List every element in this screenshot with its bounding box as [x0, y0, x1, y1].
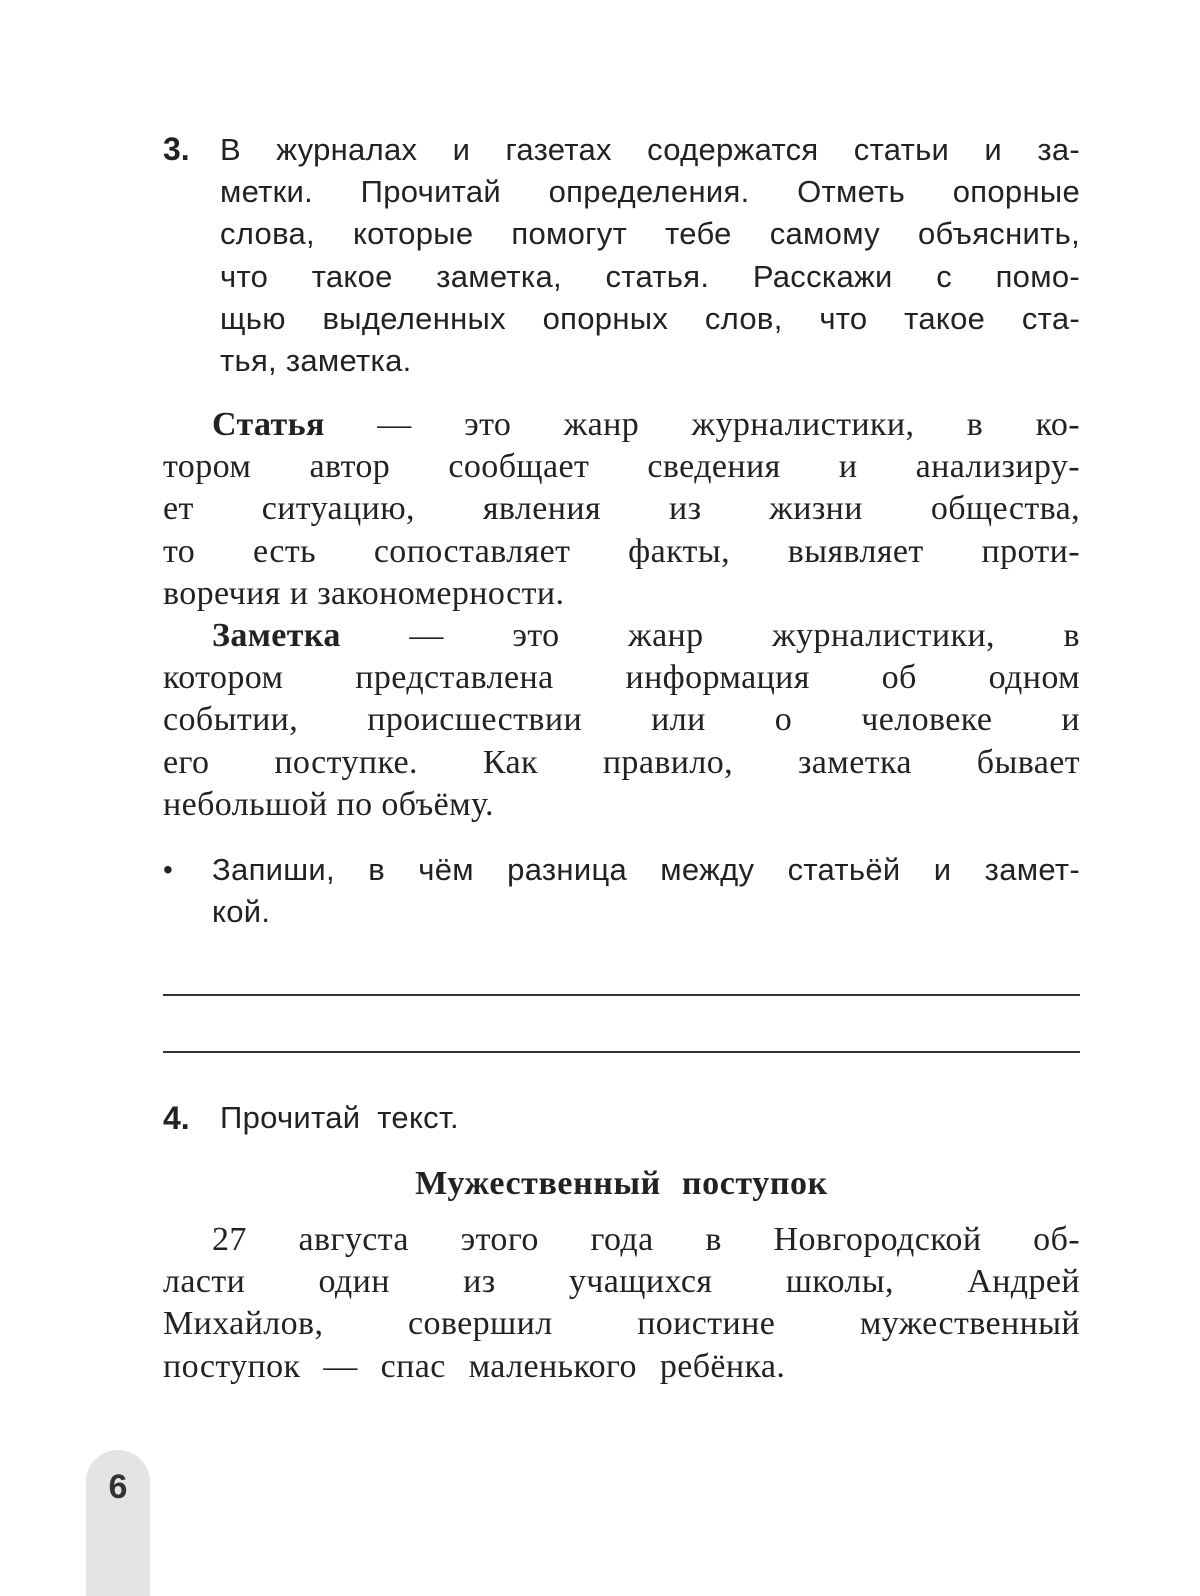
text-line: Запиши, в чём разница между статьёй и замет- — [212, 852, 1080, 887]
text-line: 27 августа этого года в Новгородской об- — [212, 1221, 1080, 1258]
text-line — [163, 404, 1080, 446]
task-3-number: 3. — [163, 131, 190, 167]
text-line: тором автор сообщает сведения и анализиру- — [163, 448, 1080, 486]
text-line: слова, которые помогут тебе самому объяснить, — [220, 216, 1080, 252]
text-line: кой. — [212, 894, 271, 930]
page-number-tab — [86, 1450, 150, 1596]
text-line: событии, происшествии или о человеке и — [163, 701, 1080, 739]
text-fragment: — это жанр журналистики, в — [340, 617, 1080, 654]
text-line: Прочитай текст. — [220, 1100, 459, 1135]
text-fragment: — это жанр журналистики, в ко- — [324, 406, 1080, 443]
text-line: ласти один из учащихся школы, Андрей — [163, 1263, 1080, 1301]
text-line: котором представлена информация об одном — [163, 659, 1080, 697]
answer-line[interactable] — [163, 994, 1080, 996]
text-line — [163, 615, 1080, 657]
text-line: что такое заметка, статья. Расскажи с помо- — [220, 258, 1080, 294]
text-line: ет ситуацию, явления из жизни общества, — [163, 490, 1080, 528]
text-line: поступок — спас маленького ребёнка. — [163, 1347, 786, 1385]
answer-line[interactable] — [163, 1051, 1080, 1053]
text-title: Мужественный поступок — [415, 1165, 828, 1202]
term-article: Статья — [212, 406, 325, 443]
text-line: Михайлов, совершил поистине мужественный — [163, 1305, 1080, 1343]
text-line: воречия и закономерности. — [163, 574, 565, 612]
task-4-number: 4. — [163, 1100, 190, 1136]
page-number: 6 — [108, 1468, 128, 1506]
story-text — [163, 1219, 1080, 1388]
article-definition — [163, 404, 1080, 615]
text-line: небольшой по объёму. — [163, 785, 494, 823]
task-4-instruction — [220, 1097, 1080, 1139]
text-line: его поступке. Как правило, заметка бывает — [163, 743, 1080, 781]
bullet-icon: • — [163, 854, 173, 885]
bullet-task — [212, 849, 1080, 933]
text-line: то есть сопоставляет факты, выявляет проти- — [163, 532, 1080, 570]
text-line: тья, заметка. — [220, 342, 412, 378]
text-line: В журналах и газетах содержатся статьи и за- — [220, 132, 1080, 167]
text-line: метки. Прочитай определения. Отметь опорные — [220, 174, 1080, 210]
note-definition — [163, 615, 1080, 826]
term-note: Заметка — [212, 617, 341, 654]
task-3-instruction — [220, 129, 1080, 382]
text-line: щью выделенных опорных слов, что такое ста- — [220, 300, 1080, 336]
